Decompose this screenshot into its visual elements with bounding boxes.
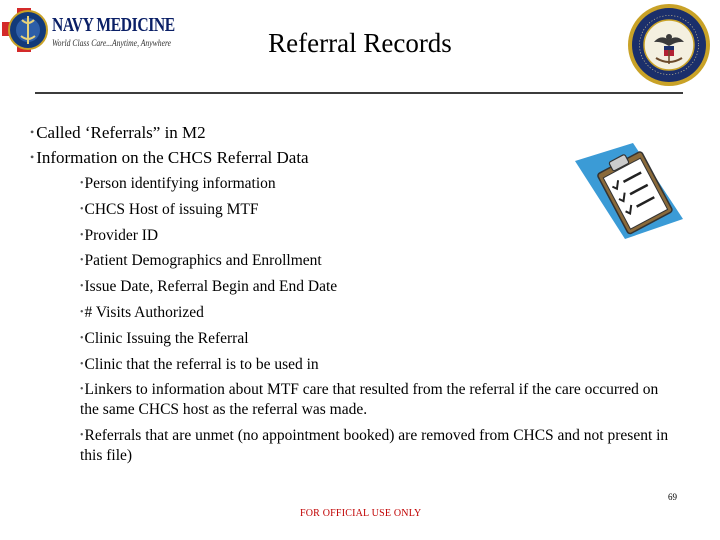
bullet-dot-icon: •: [80, 203, 84, 215]
logo-tagline: World Class Care...Anytime, Anywhere: [52, 38, 172, 48]
bullet-item: [30, 145, 660, 170]
main-bullet-list: [30, 120, 660, 170]
sub-bullet-item: [80, 174, 670, 194]
title-divider: [35, 92, 683, 94]
sub-bullet-item: [80, 277, 670, 297]
sub-bullet-text: Issue Date, Referral Begin and End Date: [84, 278, 338, 296]
bullet-dot-icon: •: [80, 430, 84, 442]
logo-title: NAVY MEDICINE: [52, 14, 175, 36]
sub-bullet-item: [80, 251, 670, 271]
sub-bullet-item: [80, 329, 670, 349]
bullet-dot-icon: •: [80, 358, 84, 370]
sub-bullet-text: CHCS Host of issuing MTF: [84, 200, 259, 218]
bullet-text: Information on the CHCS Referral Data: [36, 148, 309, 167]
sub-bullet-text: Referrals that are unmet (no appointment booked) are removed from CHCS and not present in this file): [80, 427, 669, 465]
sub-bullet-item: [80, 380, 670, 420]
bullet-dot-icon: •: [80, 178, 84, 189]
sub-bullet-text: Patient Demographics and Enrollment: [84, 252, 322, 270]
sub-bullet-text: Clinic that the referral is to be used in: [84, 355, 319, 373]
bullet-dot-icon: •: [80, 229, 84, 241]
bullet-item: [30, 120, 660, 145]
bullet-dot-icon: •: [30, 150, 35, 164]
bullet-dot-icon: •: [30, 125, 35, 139]
bullet-dot-icon: •: [80, 281, 84, 293]
sub-bullet-text: Clinic Issuing the Referral: [84, 329, 249, 347]
sub-bullet-text: Provider ID: [84, 226, 159, 244]
slide-title: Referral Records: [268, 28, 452, 58]
bullet-dot-icon: •: [80, 255, 84, 267]
sub-bullet-text: # Visits Authorized: [84, 303, 204, 321]
sub-bullet-text: Person identifying information: [84, 175, 276, 192]
sub-bullet-item: [80, 226, 670, 246]
sub-bullet-item: [80, 426, 670, 466]
sub-bullet-text: Linkers to information about MTF care that resulted from the referral if the care occurred on the same CHCS host as the referral was made.: [80, 381, 659, 419]
bullet-dot-icon: •: [80, 384, 84, 396]
sub-bullet-item: [80, 303, 670, 323]
bullet-text: Called ‘Referrals” in M2: [36, 123, 206, 142]
bullet-dot-icon: •: [80, 332, 84, 344]
sub-bullet-item: [80, 200, 670, 220]
page-number: 69: [668, 492, 677, 502]
sub-bullet-list: [80, 174, 670, 472]
sub-bullet-item: [80, 355, 670, 375]
classification-footer: FOR OFFICIAL USE ONLY: [300, 508, 422, 519]
bullet-dot-icon: •: [80, 306, 84, 318]
